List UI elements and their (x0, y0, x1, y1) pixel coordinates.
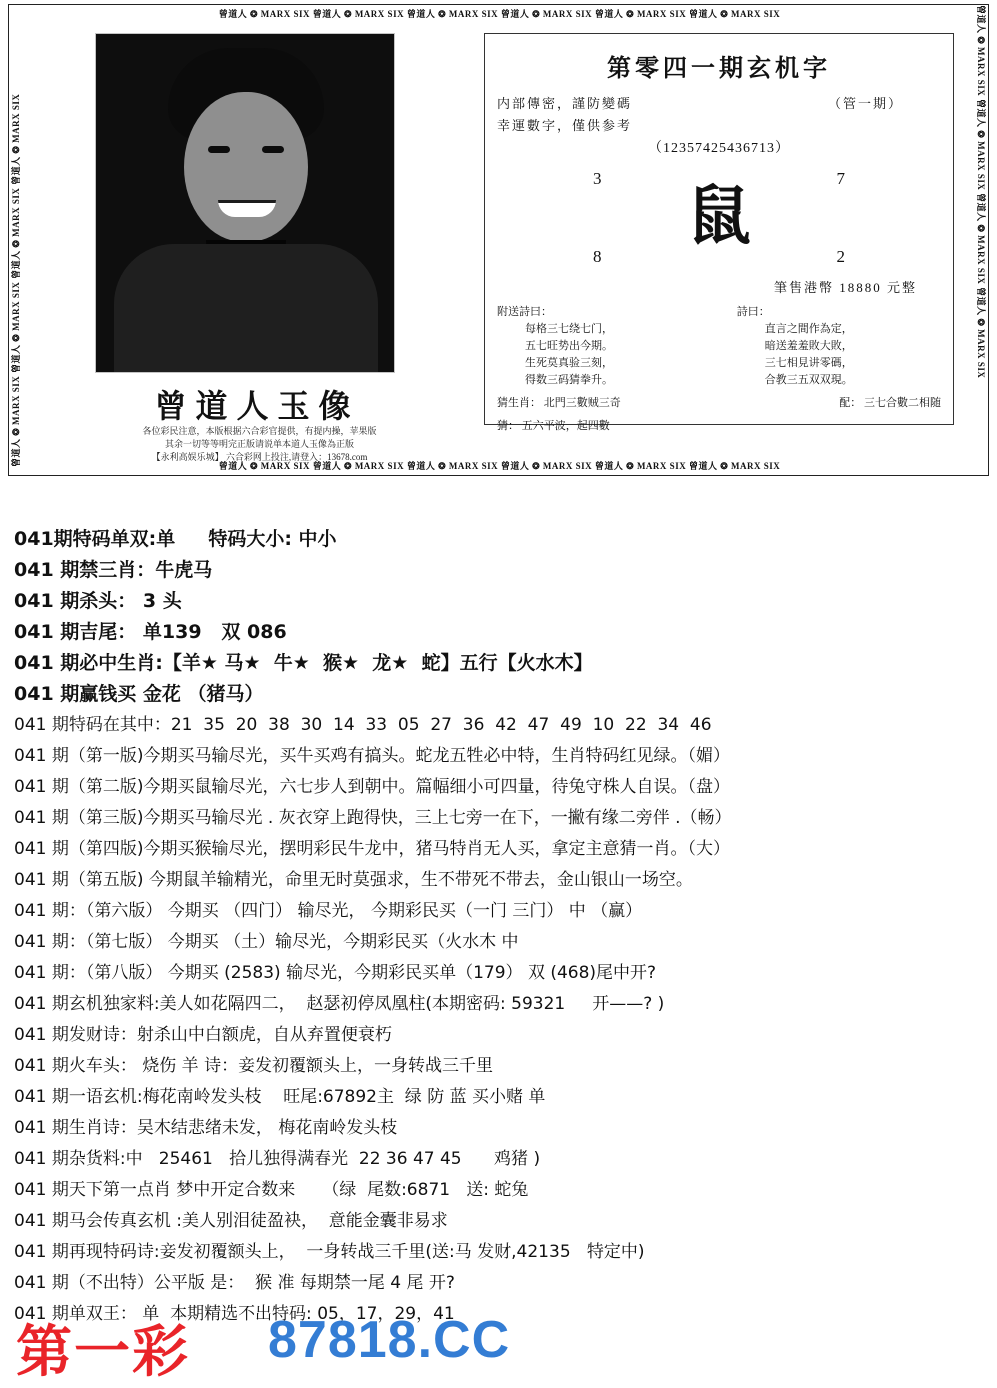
forecast-line-list (10, 524, 987, 1330)
forecast-line: 041 期杀头： 3 头 (14, 590, 182, 612)
forecast-line: 041 期（第三版)今期买马输尽光 . 灰衣穿上跑得快，三上七旁一在下，一撇有缘二旁伴 .（畅） (14, 808, 732, 828)
portrait-notes (57, 425, 462, 464)
guess-left-text: 北門三數贼三奇 (543, 397, 621, 409)
guess-right-text: 三七合數二相随 (864, 397, 941, 409)
poem-right-line-4: 合教三五双双現。 (764, 374, 853, 386)
poster-border-top: 曾道人 ❂ MARX SIX 曾道人 ❂ MARX SIX 曾道人 ❂ MARX SIX 曾道人 ❂ MARX SIX 曾道人 ❂ MARX SIX 曾道人 ❂ MARX SIX (218, 9, 781, 19)
portrait-note-1: 各位彩民注意，本版根据六合彩官提供，有提内操，苹果版 (142, 426, 377, 436)
forecast-line: 041 期玄机独家料:美人如花隔四二， 赵瑟初停凤凰柱(本期密码: 59321 开——? ) (14, 994, 665, 1014)
portrait-mouth (218, 200, 276, 217)
poster-border-bottom: 曾道人 ❂ MARX SIX 曾道人 ❂ MARX SIX 曾道人 ❂ MARX SIX 曾道人 ❂ MARX SIX 曾道人 ❂ MARX SIX 曾道人 ❂ MARX SIX (218, 461, 781, 471)
guess-left-head: 猜生肖： (497, 397, 541, 409)
guess-left2-head: 猜： (497, 420, 519, 432)
portrait-face (184, 92, 308, 242)
forecast-line: 041 期吉尾： 单139 双 086 (14, 621, 287, 643)
watermark-right: 87818.CC (268, 1311, 511, 1369)
guess-right-1 (839, 395, 941, 412)
card-line-1-text: 内部傳密，謹防變碼 (497, 96, 633, 111)
card-title: 第零四一期玄机字 (607, 56, 831, 82)
portrait-eye-right (262, 146, 284, 153)
poster-inner (29, 25, 968, 462)
portrait-eye-left (208, 146, 230, 153)
card-line-2: 幸運數字，僅供参考 (497, 118, 633, 133)
poem-left-line-1: 每格三七绕七门， (525, 323, 613, 335)
forecast-line: 041 期生肖诗：吴木结悲绪未发， 梅花南岭发头枝 (14, 1118, 398, 1138)
forecast-line: 041 期：（第八版） 今期买 (2583) 输尽光，今期彩民买单（179） 双 (468)尾中开? (14, 963, 657, 983)
forecast-line: 041 期特码在其中：21 35 20 38 30 14 33 05 27 36 42 47 49 10 22 34 46 (14, 715, 712, 735)
poster-border-left (9, 5, 27, 477)
poem-wrap (497, 304, 941, 389)
guess-row-1 (497, 395, 941, 412)
poem-right-line-1: 直言之間作為定， (764, 323, 853, 335)
card-line-1-paren: （管一期） (827, 96, 903, 111)
forecast-line: 041 期杂货料:中 25461 拾儿独得满春光 22 36 47 45 鸡猪 ) (14, 1149, 541, 1169)
forecast-card (484, 33, 954, 432)
forecast-line: 041 期赢钱买 金花 （猪马） (14, 683, 264, 705)
poem-left-head: 附送詩曰： (497, 306, 552, 318)
poem-right-line-3: 三七相見讲零碼， (764, 357, 853, 369)
portrait-title: 曾道人玉像 (154, 388, 360, 424)
forecast-line: 041 期单双王： 单 本期精选不出特码: 05，17，29，41 (14, 1304, 455, 1324)
poem-left-line-3: 生死莫真验三刻， (525, 357, 613, 369)
forecast-line: 041 期马会传真玄机 :美人别泪徒盈袂， 意能金囊非易求 (14, 1211, 448, 1231)
zodiac-block (569, 163, 869, 273)
guess-right-head: 配： (839, 397, 862, 409)
forecast-line: 041 期一语玄机:梅花南岭发头枝 旺尾:67892主 绿 防 蓝 买小赌 单 (14, 1087, 546, 1107)
forecast-line: 041 期：（第七版） 今期买 （土）输尽光，今期彩民买（火水木 中 (14, 932, 519, 952)
poem-right-line-2: 暗送羞羞敗大敗， (764, 340, 853, 352)
zodiac-corner-top-left: 3 (593, 169, 602, 188)
zodiac-corner-top-right: 7 (836, 169, 845, 188)
portrait-note-3: 【永利高娱乐城】 六合彩网上投注,请登入：13678.com (151, 452, 368, 462)
poster-border-right-text: 曾道人 ❂ MARX SIX 曾道人 ❂ MARX SIX 曾道人 ❂ MARX SIX 曾道人 ❂ MARX SIX (976, 5, 986, 379)
watermark-left: 第一彩 (16, 1320, 190, 1383)
poster-border-right (970, 5, 988, 477)
poem-right (737, 304, 941, 389)
forecast-line: 041 期天下第一点肖 梦中开定合数来 （绿 尾数:6871 送: 蛇兔 (14, 1180, 529, 1200)
card-line-1 (497, 93, 941, 112)
portrait-photo (95, 33, 395, 373)
card-price: 筆售港幣 18880 元整 (773, 280, 917, 295)
poem-right-head: 詩曰： (736, 306, 770, 318)
poem-left-line-2: 五七旺势出今期。 (525, 340, 613, 352)
poem-left (497, 304, 701, 389)
guess-row-2 (497, 418, 941, 435)
guess-left-1 (497, 395, 621, 412)
portrait-note-2: 其余一切等等明完正版请说单本道人玉像為正版 (164, 439, 354, 449)
portrait-body (114, 244, 378, 373)
forecast-line: 041 期禁三肖：牛虎马 (14, 559, 213, 581)
zodiac-character: 鼠 (687, 181, 751, 252)
forecast-line: 041 期（第五版) 今期鼠羊输精光，命里无时莫强求，生不带死不带去，金山银山一场空。 (14, 870, 693, 890)
forecast-line: 041 期（不出特）公平版 是： 猴 准 每期禁一尾 4 尾 开? (14, 1273, 455, 1293)
forecast-line: 041 期火车头： 烧伤 羊 诗：妾发初覆额头上，一身转战三千里 (14, 1056, 494, 1076)
forecast-line: 041 期（第四版)今期买猴输尽光，摆明彩民牛龙中，猪马特肖无人买，拿定主意猜一肖。（大） (14, 839, 730, 859)
zodiac-corner-bottom-right: 2 (836, 247, 845, 266)
forecast-line: 041 期：（第六版） 今期买 （四门） 输尽光， 今期彩民买（一门 三门） 中 （赢） (14, 901, 643, 921)
guess-left-2 (497, 418, 610, 435)
forecast-line: 041 期必中生肖:【羊★ 马★ 牛★ 猴★ 龙★ 蛇】五行【火水木】 (14, 652, 593, 674)
forecast-line: 041 期（第一版)今期买马输尽光，买牛买鸡有搞头。蛇龙五牲必中特，生肖特码红见绿。（媚） (14, 746, 730, 766)
forecast-line: 041 期发财诗：射杀山中白额虎，自从弃置便衰朽 (14, 1025, 392, 1045)
portrait-block (57, 33, 457, 462)
forecast-line: 041期特码单双:单 特码大小: 中小 (14, 528, 337, 550)
forecast-line: 041 期（第二版)今期买鼠输尽光，六七步人到朝中。篇幅细小可四量，待兔守株人自误。（盘） (14, 777, 730, 797)
zodiac-corner-bottom-left: 8 (593, 247, 602, 266)
poster-border-left-text: 曾道人 ❂ MARX SIX 曾道人 ❂ MARX SIX 曾道人 ❂ MARX SIX 曾道人 ❂ MARX SIX (11, 93, 21, 467)
guess-left2-text: 五六平波，起四數 (521, 420, 610, 432)
poster (8, 4, 989, 476)
card-lucky-numbers: （12357425436713） (648, 141, 790, 156)
forecast-line: 041 期再现特码诗:妾发初覆额头上， 一身转战三千里(送:马 发财,42135 特定中) (14, 1242, 645, 1262)
poem-left-line-4: 得数三码猜拳升。 (525, 374, 613, 386)
